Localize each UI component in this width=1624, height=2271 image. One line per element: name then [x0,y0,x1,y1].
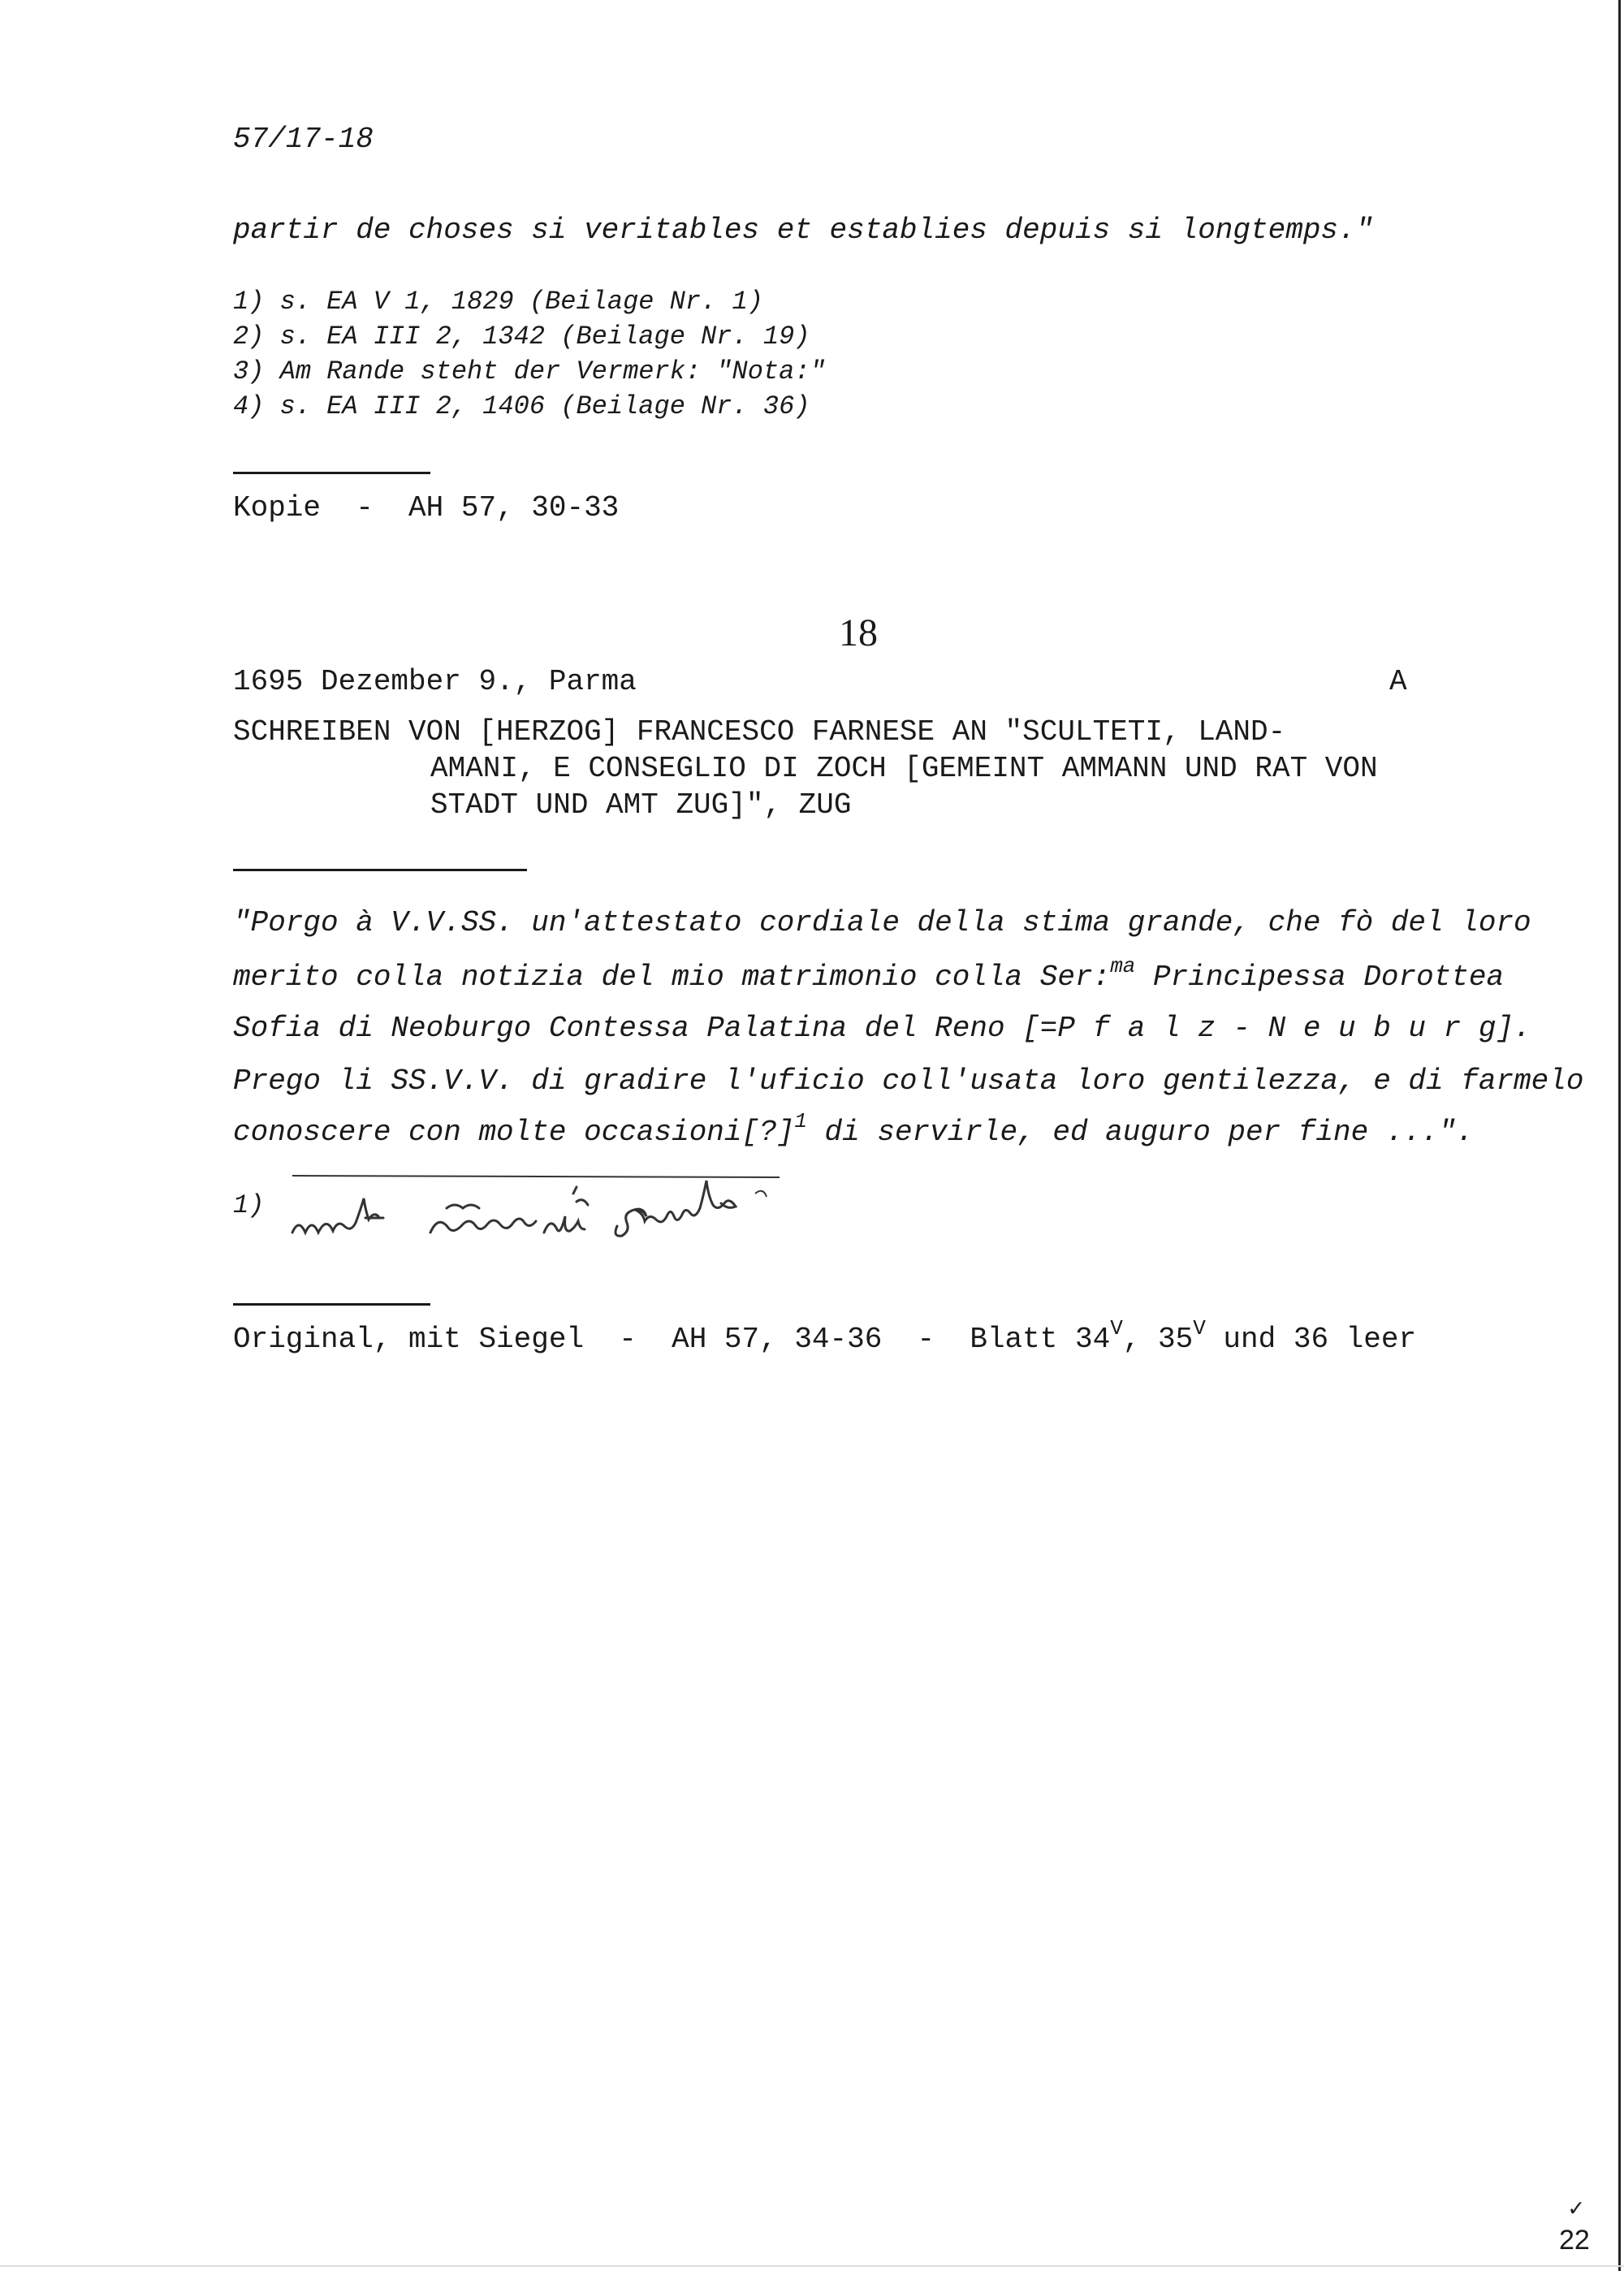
body-line: Prego li SS.V.V. di gradire l'uficio coll'usata loro gentilezza, e di farmelo [233,1064,1584,1098]
body-line [233,954,1505,997]
body-line: "Porgo à V.V.SS. un'attestato cordiale della stima grande, che fò del loro [233,906,1531,939]
document-title-line: AMANI, E CONSEGLIO DI ZOCH [GEMEINT AMMANN UND RAT VON [430,752,1378,785]
page-number: 22 [1559,2225,1590,2256]
page-edge [1618,0,1621,2271]
separator-rule [233,1303,430,1306]
source-note [233,1316,1417,1359]
footnote-marker: 1 [794,1109,807,1133]
footnote: 1) s. EA V 1, 1829 (Beilage Nr. 1) [233,287,763,317]
page-reference: 57/17-18 [233,123,374,156]
body-text: conoscere con molte occasioni[?] [233,1116,795,1149]
verso-marker: V [1193,1316,1206,1341]
document-title-line: STADT UND AMT ZUG]", ZUG [430,788,852,822]
source-text: Original, mit Siegel - AH 57, 34-36 - Blatt 34 [233,1323,1111,1356]
superscript: ma [1110,954,1136,978]
date-place: 1695 Dezember 9., Parma [233,665,637,698]
body-text: di servirle, ed auguro per fine ...". [806,1116,1474,1149]
body-line [233,1109,1474,1152]
footnote-label: 1) [233,1190,265,1220]
footnote: 4) s. EA III 2, 1406 (Beilage Nr. 36) [233,391,810,421]
source-text: , 35 [1122,1323,1194,1356]
document-title-line: SCHREIBEN VON [HERZOG] FRANCESCO FARNESE AN "SCULTETI, LAND- [233,715,1286,749]
version-marker: A [1389,665,1407,698]
source-note: Kopie - AH 57, 30-33 [233,491,620,525]
page-edge-bottom [0,2265,1624,2267]
check-mark: ✓ [1569,2196,1584,2224]
source-text: und 36 leer [1205,1323,1417,1356]
handwritten-annotation [276,1169,812,1259]
document-number: 18 [839,611,878,654]
body-text: Principessa Dorottea [1135,961,1505,994]
verso-marker: V [1110,1316,1123,1341]
body-text: merito colla notizia del mio matrimonio colla Ser: [233,961,1111,994]
footnote: 2) s. EA III 2, 1342 (Beilage Nr. 19) [233,322,810,352]
body-line: Sofia di Neoburgo Contessa Palatina del Reno [=P f a l z - N e u b u r g]. [233,1012,1531,1045]
closing-quote-line: partir de choses si veritables et establies depuis si longtemps." [233,214,1374,247]
separator-rule [233,869,527,871]
footnote: 3) Am Rande steht der Vermerk: "Nota:" [233,356,826,386]
separator-rule [233,472,430,474]
